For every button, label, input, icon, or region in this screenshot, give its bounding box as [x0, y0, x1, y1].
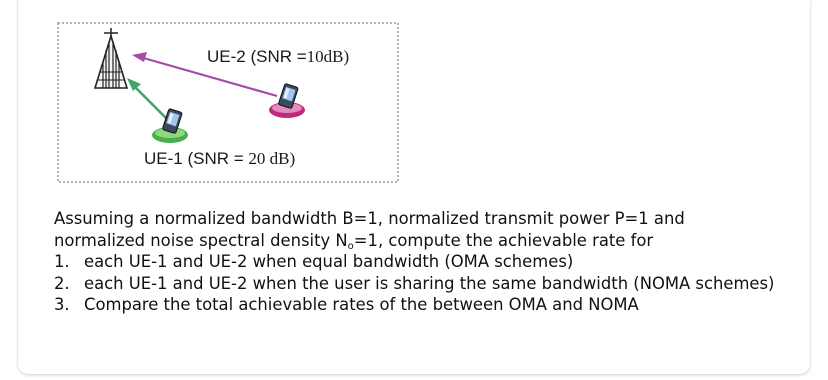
- list-item-number: 2.: [54, 273, 70, 293]
- base-station-icon: [95, 28, 127, 88]
- ue1-label-value: 20 dB): [248, 149, 296, 168]
- question-line-2: [54, 230, 794, 252]
- list-item-text: Compare the total achievable rates of the between OMA and NOMA: [84, 295, 639, 314]
- list-item: [54, 251, 794, 273]
- question-list: [54, 251, 794, 316]
- question-text: [54, 208, 794, 316]
- list-item-text: each UE-1 and UE-2 when the user is sharing the same bandwidth (NOMA schemes): [84, 273, 775, 293]
- question-line-2-before: normalized noise spectral density N: [54, 230, 348, 250]
- list-item-number: 3.: [54, 295, 70, 314]
- list-item-text: each UE-1 and UE-2 when equal bandwidth (OMA schemes): [84, 252, 574, 271]
- ue1-snr-label: [144, 149, 295, 169]
- ue1-label-prefix: UE-1 (SNR =: [144, 149, 249, 168]
- list-item: [54, 294, 794, 316]
- noise-subscript: o: [347, 240, 354, 252]
- list-item: [54, 273, 794, 295]
- ue2-label-value: 10dB): [306, 47, 350, 66]
- ue2-phone-icon: [269, 83, 305, 118]
- ue1-phone-icon: [152, 108, 188, 143]
- ue2-snr-label: [207, 47, 349, 67]
- ue1-link-arrow: [127, 78, 170, 122]
- question-line-2-after: =1, compute the achievable rate for: [353, 230, 654, 250]
- list-item-number: 1.: [54, 252, 70, 271]
- question-line-1: Assuming a normalized bandwidth B=1, normalized transmit power P=1 and: [54, 209, 685, 228]
- ue2-label-prefix: UE-2 (SNR =: [207, 47, 307, 66]
